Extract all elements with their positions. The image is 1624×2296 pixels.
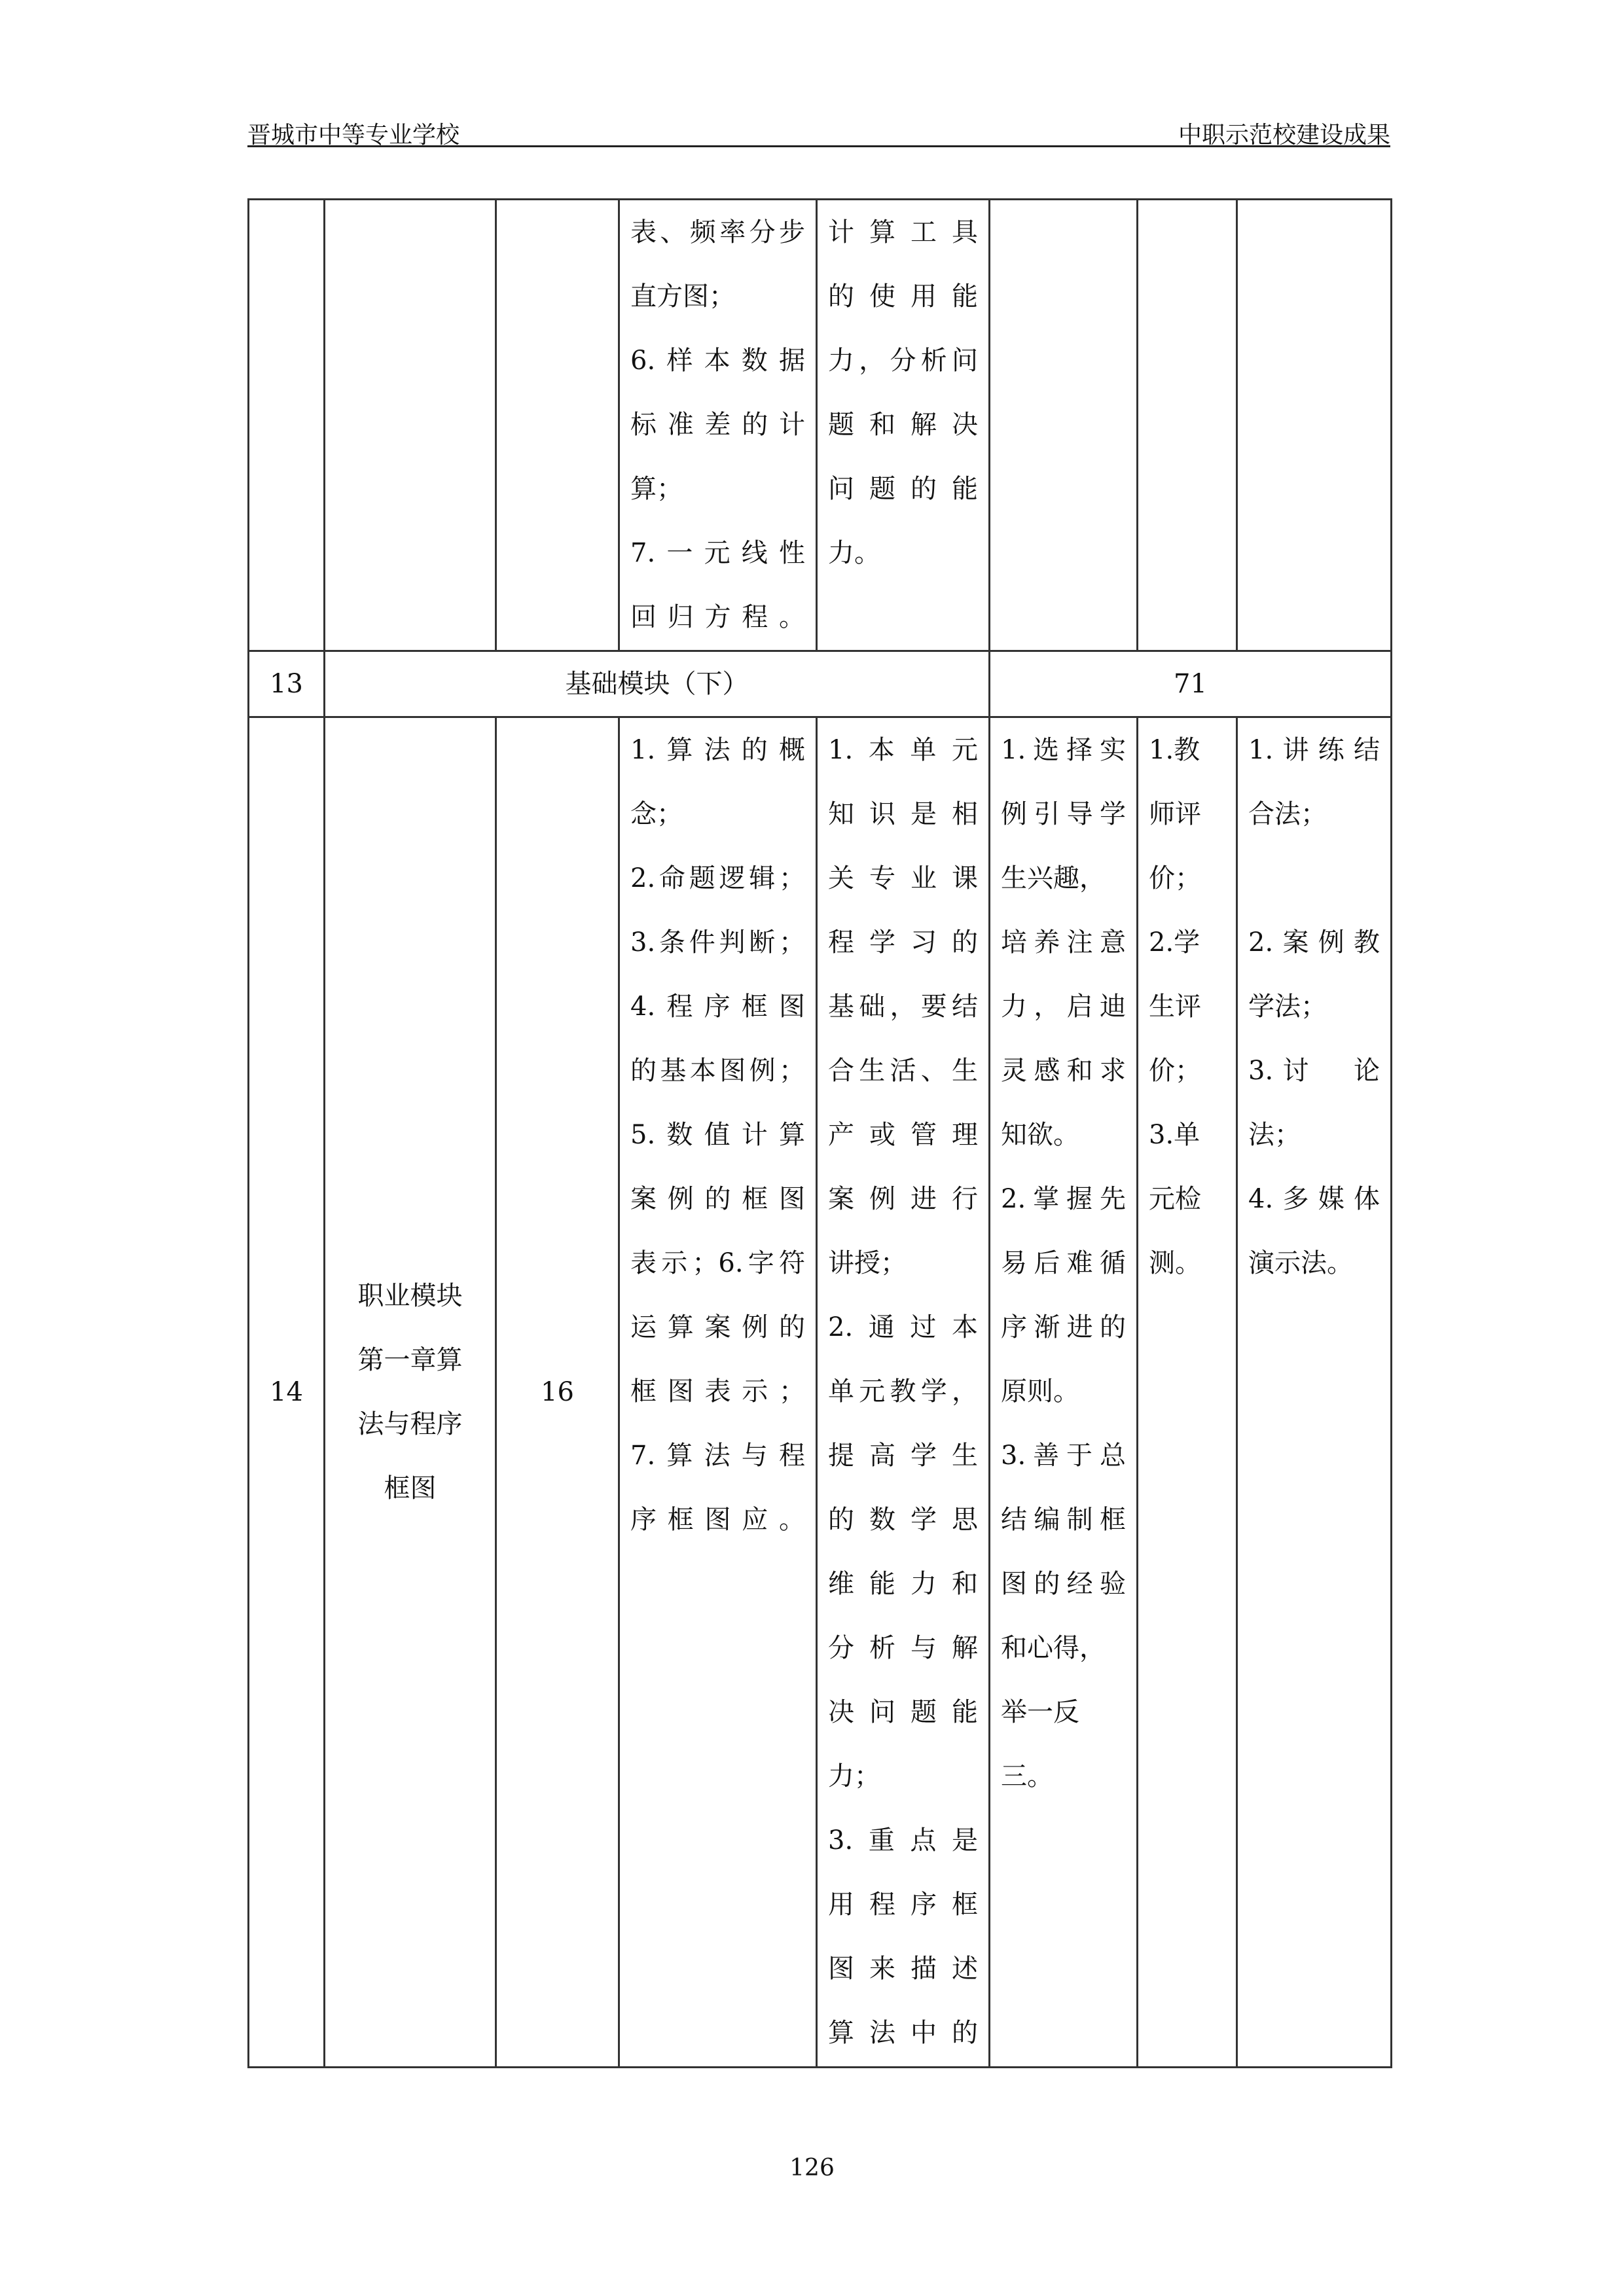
text-line: 原则。: [1001, 1376, 1079, 1407]
text-line: 算；: [630, 474, 683, 504]
text-line: 4.多媒体: [1248, 1184, 1380, 1214]
text-line: 力，启迪: [1001, 992, 1126, 1022]
text-line: 力；: [828, 1761, 880, 1791]
text-line: 维能力和: [828, 1569, 978, 1599]
cell-module-13: 基础模块（下）: [325, 651, 990, 717]
cell-title-14: [325, 717, 496, 2068]
cell-eval-14: [1138, 717, 1237, 2068]
text-line: 1.本单元: [828, 735, 978, 765]
text-line: 2.通过本: [828, 1312, 978, 1342]
text-line: 力。: [828, 538, 880, 568]
cell-goal-14: [817, 717, 990, 2068]
text-line: 价；: [1149, 1056, 1201, 1086]
text-line: 1.选择实: [1001, 735, 1126, 765]
course-table: [247, 198, 1392, 2068]
header-title: 中职示范校建设成果: [1178, 122, 1390, 149]
text-line: 念；: [630, 799, 683, 829]
text-line: 序框图应。: [630, 1505, 805, 1535]
table-row-prev: [249, 200, 1392, 651]
text-line: 案例的框图: [630, 1184, 805, 1214]
cell-num-prev: [249, 200, 325, 651]
text-line: 框图表示；: [630, 1376, 805, 1407]
text-line: 2.命题逻辑；: [630, 863, 805, 893]
text-line: 关专业课: [828, 863, 978, 893]
text-line: 2.掌握先: [1001, 1184, 1126, 1214]
text-line: 法与程序: [357, 1409, 463, 1439]
text-line: 基础，要结: [828, 992, 978, 1022]
text-line: 知欲。: [1001, 1120, 1079, 1150]
text-line: 价；: [1149, 863, 1201, 893]
table-row-14: [249, 717, 1392, 2068]
text-line: 图来描述: [828, 1954, 978, 1984]
text-line: [1248, 846, 1380, 910]
text-line: 1.算法的概: [630, 735, 805, 765]
cell-hours-13: 71: [990, 651, 1392, 717]
text-line: 单元教学，: [828, 1376, 978, 1407]
text-line: 回归方程。: [630, 602, 805, 632]
text-line: 6.样本数据: [630, 346, 805, 376]
cell-hours-14: 16: [496, 717, 619, 2068]
text-line: 程学习的: [828, 927, 978, 958]
text-line: 和心得，: [1001, 1633, 1106, 1663]
text-line: 3.讨 论: [1248, 1056, 1380, 1086]
cell-suggest-prev: [990, 200, 1138, 651]
cell-eval-prev: [1138, 200, 1237, 651]
text-line: 分析与解: [828, 1633, 978, 1663]
text-line: 决问题能: [828, 1697, 978, 1727]
text-line: 学法；: [1248, 992, 1327, 1022]
cell-goal-prev: [817, 200, 990, 651]
text-line: 结编制框: [1001, 1505, 1126, 1535]
text-line: 7.算法与程: [630, 1441, 805, 1471]
text-line: 序渐进的: [1001, 1312, 1126, 1342]
text-line: 例引导学: [1001, 799, 1126, 829]
text-line: 运算案例的: [630, 1312, 805, 1342]
text-line: 计算工具: [828, 217, 978, 247]
text-line: 演示法。: [1248, 1248, 1353, 1278]
text-line: 表、频率分步: [630, 217, 805, 247]
text-line: 力，分析问: [828, 346, 978, 376]
text-line: 5.数值计算: [630, 1120, 805, 1150]
text-line: 三。: [1001, 1761, 1053, 1791]
text-line: 知识是相: [828, 799, 978, 829]
text-line: 灵感和求: [1001, 1056, 1126, 1086]
text-line: 第一章算: [357, 1345, 463, 1375]
page-number: 126: [789, 2155, 835, 2181]
text-line: 3.条件判断；: [630, 927, 805, 958]
text-line: 4.程序框图: [630, 992, 805, 1022]
cell-content-14: [619, 717, 817, 2068]
text-line: 图的经验: [1001, 1569, 1126, 1599]
cell-method-prev: [1237, 200, 1392, 651]
table-row-13: [249, 651, 1392, 717]
header-school: 晋城市中等专业学校: [247, 122, 460, 149]
text-line: 培养注意: [1001, 927, 1126, 958]
text-line: 3.单: [1149, 1120, 1200, 1150]
text-line: 合生活、生: [828, 1056, 978, 1086]
text-line: 直方图；: [630, 281, 735, 312]
cell-num-14: 14: [249, 717, 325, 2068]
text-line: 1.教: [1149, 735, 1200, 765]
text-line: 算法中的: [828, 2018, 978, 2048]
text-line: 2.学: [1149, 927, 1200, 958]
text-line: 3.重点是: [828, 1825, 978, 1856]
text-line: 7.一元线性: [630, 538, 805, 568]
text-line: 职业模块: [357, 1281, 463, 1311]
text-line: 举一反: [1001, 1697, 1079, 1727]
text-line: 讲授；: [828, 1248, 907, 1278]
text-line: 法；: [1248, 1120, 1301, 1150]
text-line: 的使用能: [828, 281, 978, 312]
cell-hours-prev: [496, 200, 619, 651]
text-line: 1.讲练结: [1248, 735, 1380, 765]
text-line: 案例进行: [828, 1184, 978, 1214]
cell-num-13: 13: [249, 651, 325, 717]
text-line: 题和解决: [828, 410, 978, 440]
text-line: 生兴趣，: [1001, 863, 1106, 893]
text-line: 3.善于总: [1001, 1441, 1126, 1471]
text-line: 提高学生: [828, 1441, 978, 1471]
text-line: 产或管理: [828, 1120, 978, 1150]
text-line: 测。: [1149, 1248, 1201, 1278]
cell-method-14: [1237, 717, 1392, 2068]
text-line: 易后难循: [1001, 1248, 1126, 1278]
text-line: 框图: [384, 1473, 437, 1503]
cell-content-prev: [619, 200, 817, 651]
text-line: 师评: [1149, 799, 1201, 829]
text-line: 用程序框: [828, 1890, 978, 1920]
text-line: 的基本图例；: [630, 1056, 805, 1086]
page-header: [247, 113, 1390, 147]
cell-title-prev: [325, 200, 496, 651]
text-line: 元检: [1149, 1184, 1201, 1214]
text-line: 标准差的计: [630, 410, 805, 440]
text-line: 问题的能: [828, 474, 978, 504]
text-line: 的数学思: [828, 1505, 978, 1535]
text-line: 2.案例教: [1248, 927, 1380, 958]
text-line: 生评: [1149, 992, 1201, 1022]
cell-suggest-14: [990, 717, 1138, 2068]
text-line: 表示；6.字符: [630, 1248, 805, 1278]
text-line: 合法；: [1248, 799, 1327, 829]
